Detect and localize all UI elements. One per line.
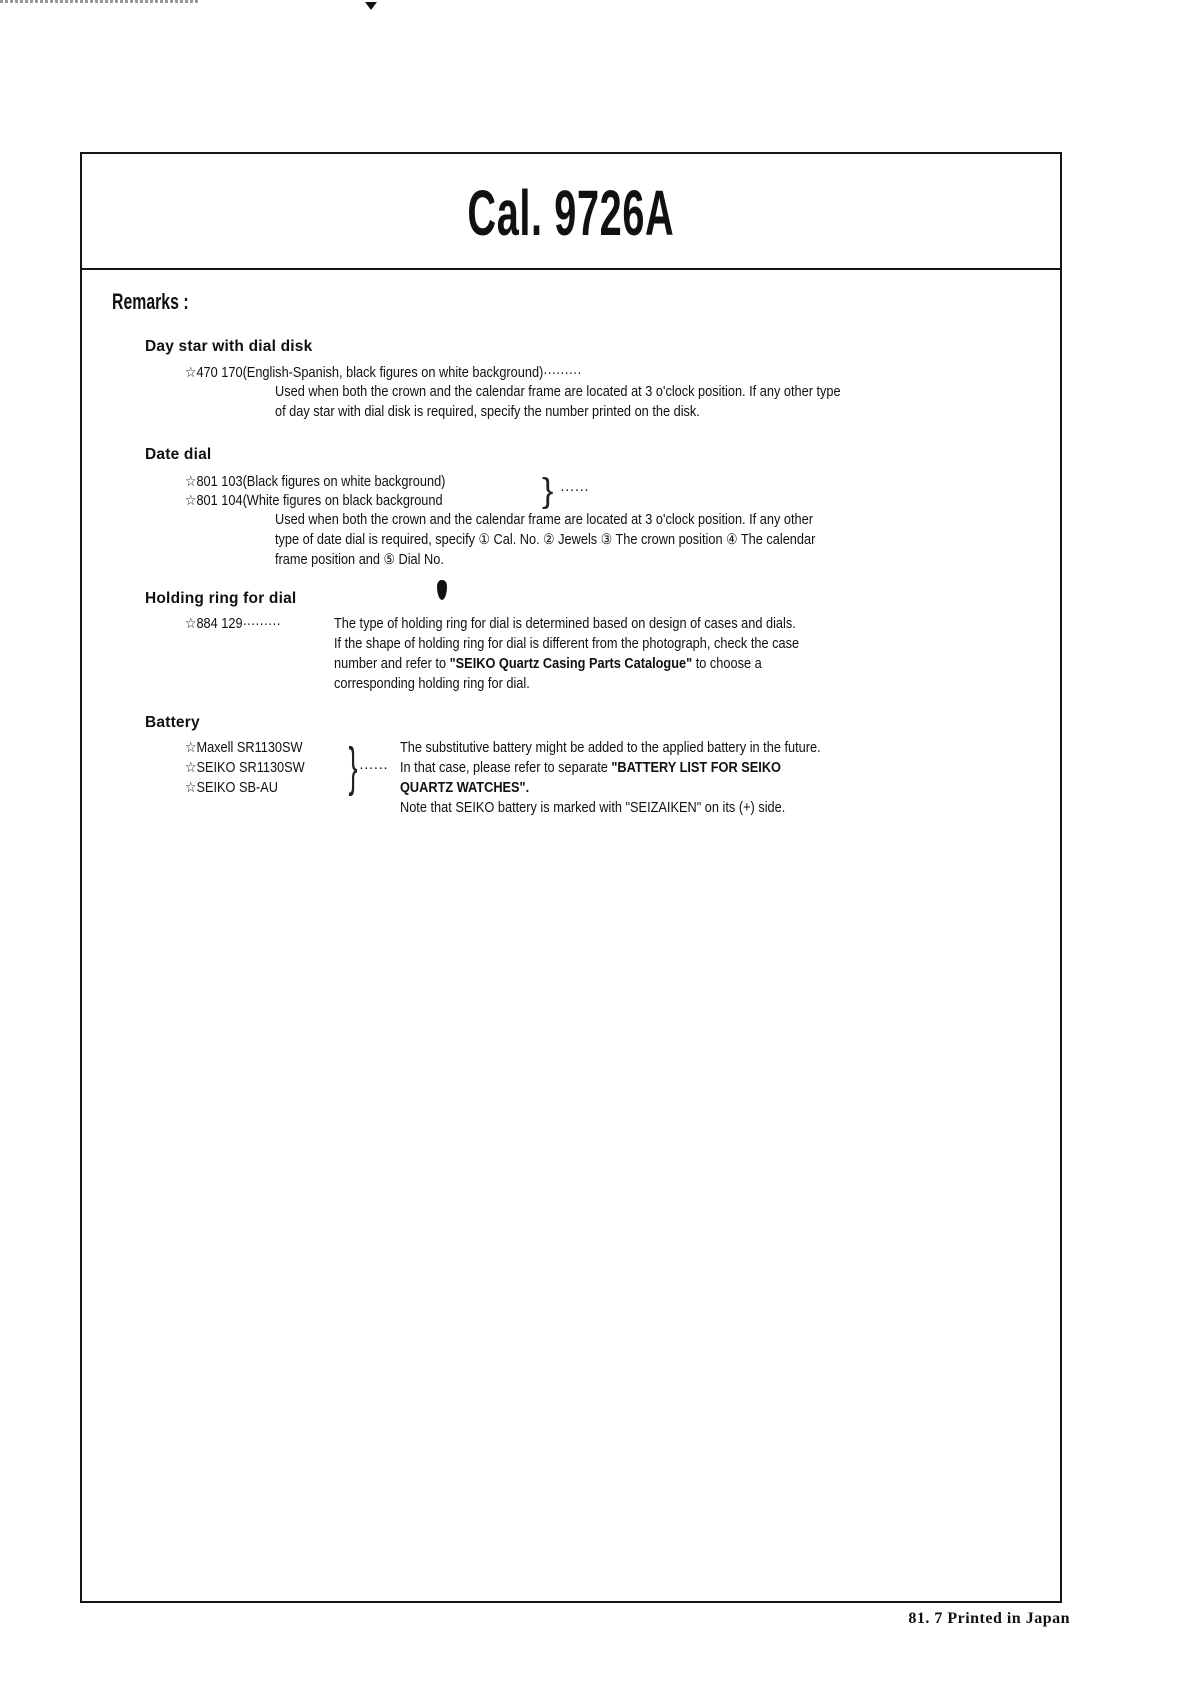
date-dial-desc-3: frame position and ⑤ Dial No.	[275, 552, 444, 568]
day-star-desc-1: Used when both the crown and the calendar frame are located at 3 o'clock position. If any other type	[275, 384, 841, 400]
day-star-item: ☆470 170(English-Spanish, black figures on white background)·········	[185, 365, 582, 381]
day-star-heading: Day star with dial disk	[145, 338, 313, 355]
holding-ring-desc-2: If the shape of holding ring for dial is different from the photograph, check the case	[334, 636, 800, 652]
holding-ring-desc-1: The type of holding ring for dial is determined based on design of cases and dials.	[334, 616, 796, 632]
date-dial-desc-2: type of date dial is required, specify ① Cal. No. ② Jewels ③ The crown position ④ The calendar	[275, 532, 816, 548]
page-title: Cal. 9726A	[467, 177, 675, 249]
remarks-heading: Remarks :	[112, 289, 189, 314]
date-dial-desc-1: Used when both the crown and the calendar frame are located at 3 o'clock position. If any other	[275, 512, 813, 528]
scan-mark	[365, 2, 377, 10]
title-band	[82, 154, 1060, 270]
date-dial-heading: Date dial	[145, 446, 212, 463]
battery-desc-1: The substitutive battery might be added to the applied battery in the future.	[400, 740, 821, 756]
battery-item-1: ☆Maxell SR1130SW	[185, 740, 303, 756]
day-star-desc-2: of day star with dial disk is required, specify the number printed on the disk.	[275, 404, 700, 420]
battery-leader: ······	[359, 760, 388, 776]
scan-artifact	[0, 0, 200, 3]
document-frame	[80, 152, 1062, 1603]
print-footer: 81. 7 Printed in Japan	[908, 1610, 1070, 1627]
holding-ring-desc-3: number and refer to "SEIKO Quartz Casing Parts Catalogue" to choose a	[334, 656, 762, 672]
holding-ring-heading: Holding ring for dial	[145, 590, 297, 607]
brace: }	[542, 472, 554, 510]
battery-desc-3: QUARTZ WATCHES".	[400, 780, 530, 796]
date-dial-item-1: ☆801 103(Black figures on white background)	[185, 474, 446, 490]
battery-desc-4: Note that SEIKO battery is marked with "SEIZAIKEN" on its (+) side.	[400, 800, 786, 816]
battery-heading: Battery	[145, 714, 200, 731]
holding-ring-desc-4: corresponding holding ring for dial.	[334, 676, 530, 692]
date-dial-leader: ······	[560, 482, 589, 498]
brace: }	[348, 737, 358, 797]
battery-desc-2: In that case, please refer to separate "BATTERY LIST FOR SEIKO	[400, 760, 781, 776]
catalogue-reference: "SEIKO Quartz Casing Parts Catalogue"	[449, 656, 693, 672]
battery-list-reference: "BATTERY LIST FOR SEIKO	[611, 760, 781, 776]
holding-ring-item: ☆884 129·········	[185, 616, 281, 632]
date-dial-item-2: ☆801 104(White figures on black background	[185, 493, 443, 509]
battery-item-3: ☆SEIKO SB-AU	[185, 780, 278, 796]
battery-item-2: ☆SEIKO SR1130SW	[185, 760, 305, 776]
